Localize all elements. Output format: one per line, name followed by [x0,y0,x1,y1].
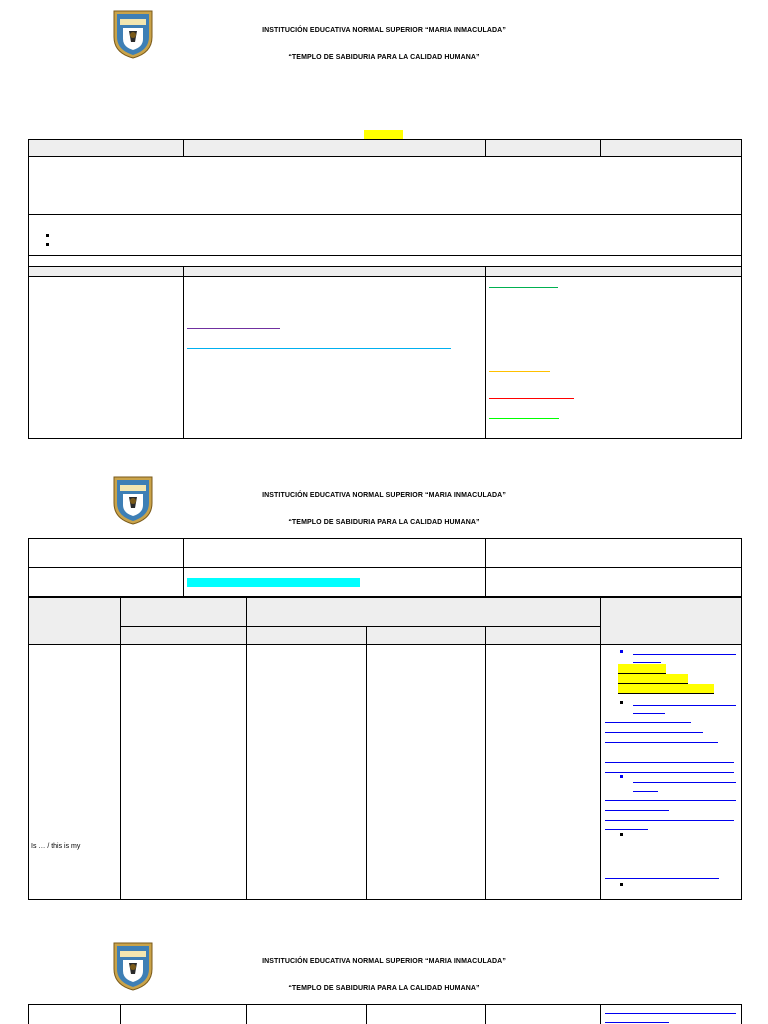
link-underline [489,371,550,372]
link-underline [633,705,736,706]
link-underline [633,782,736,783]
crest-icon [111,475,155,525]
list-bullet [46,243,49,246]
link-underline [605,762,734,763]
link-underline [605,772,734,773]
institution-motto: “TEMPLO DE SABIDURIA PARA LA CALIDAD HUMANA” [288,54,480,61]
link-underline [633,662,661,663]
link-underline [187,328,280,329]
link-underline [605,732,703,733]
link-underline [605,742,718,743]
link-underline [489,418,559,419]
link-underline [633,713,665,714]
crest-icon [111,941,155,991]
list-bullet [620,775,623,778]
link-underline [633,654,736,655]
list-bullet [620,833,623,836]
cyan-highlight [187,578,360,587]
link-underline [605,722,691,723]
link-underline [605,829,648,830]
institution-motto: “TEMPLO DE SABIDURIA PARA LA CALIDAD HUMANA” [288,519,480,526]
list-bullet [620,650,623,653]
institution-title: INSTITUCIÓN EDUCATIVA NORMAL SUPERIOR “MARIA INMACULADA” [262,492,506,499]
link-underline [605,1022,669,1023]
yellow-highlight [618,674,688,683]
title-highlight [364,130,403,139]
link-underline [605,810,669,811]
link-underline [605,878,719,879]
link-underline [187,348,451,349]
yellow-highlight [618,684,714,693]
left-cell-text: Is … / this is my [31,843,81,850]
list-bullet [620,883,623,886]
link-underline [633,791,658,792]
institution-title: INSTITUCIÓN EDUCATIVA NORMAL SUPERIOR “MARIA INMACULADA” [262,27,506,34]
link-underline [489,398,574,399]
list-bullet [46,234,49,237]
list-bullet [620,701,623,704]
crest-icon [111,9,155,59]
institution-motto: “TEMPLO DE SABIDURIA PARA LA CALIDAD HUMANA” [288,985,480,992]
link-underline [489,287,558,288]
link-underline [605,820,734,821]
link-underline [605,1013,736,1014]
link-underline [605,800,736,801]
yellow-highlight [618,664,666,673]
institution-title: INSTITUCIÓN EDUCATIVA NORMAL SUPERIOR “MARIA INMACULADA” [262,958,506,965]
